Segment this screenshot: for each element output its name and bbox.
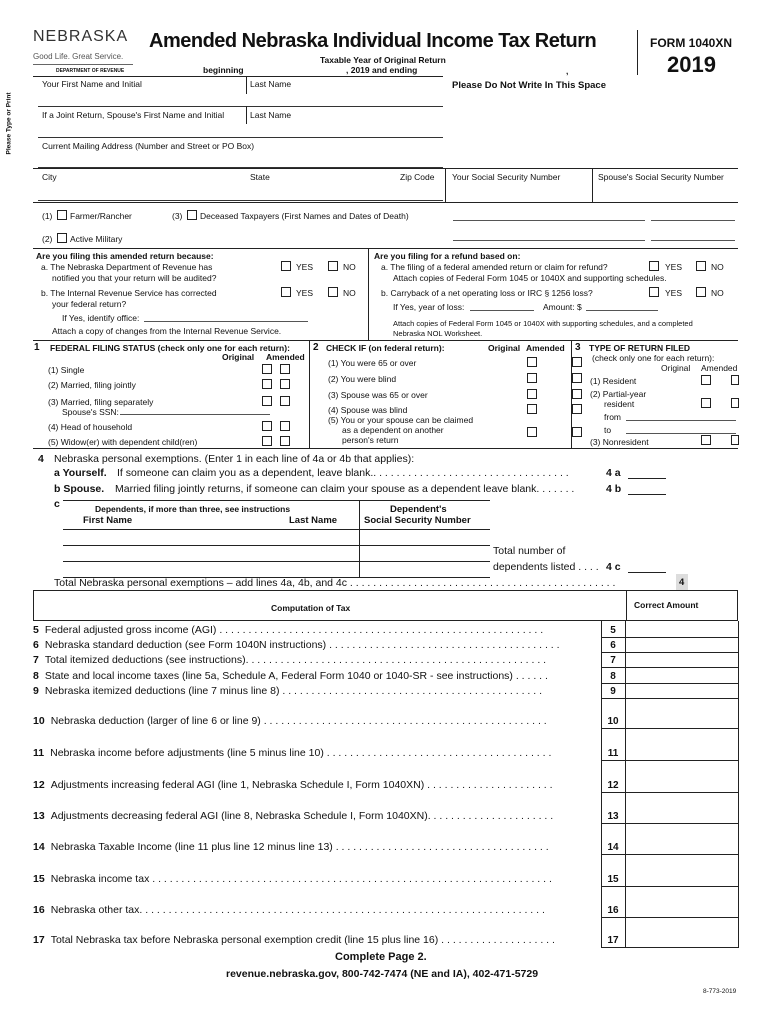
deceased-date-line-1[interactable]: [651, 220, 735, 221]
audit-b-no-label: NO: [343, 288, 356, 298]
line-box-label: 5: [610, 625, 616, 636]
form-code: 8-773-2019: [703, 988, 737, 995]
no-write-label: Please Do Not Write In This Space: [452, 80, 606, 91]
type-or-print-label: Please Type or Print: [5, 92, 13, 155]
exempt-c-label: c: [54, 498, 60, 510]
line-number: 7: [33, 654, 39, 666]
status-single-amended[interactable]: [280, 364, 290, 374]
status-widow: (5) Widow(er) with dependent child(ren): [48, 437, 198, 447]
exempt-b-num: 4 b: [606, 483, 622, 495]
rtype-sub: (check only one for each return):: [592, 353, 715, 363]
fed-65-amended[interactable]: [572, 357, 582, 367]
correct-amount-header: Correct Amount: [634, 600, 699, 610]
status-hoh: (4) Head of household: [48, 422, 133, 432]
audit-b-yes-checkbox[interactable]: [281, 287, 291, 297]
rtype-to-field[interactable]: [626, 433, 736, 434]
exempt-total-line: Total Nebraska personal exemptions – add lines 4a, 4b, and 4c . . . . . . . . . . . . . . . . . . . . . . . . . . . . . . . . . . . . . . . . . . . . . .: [54, 577, 616, 589]
deceased-name-line-2[interactable]: [453, 240, 645, 241]
rtype-num: 3: [575, 342, 581, 353]
rtype-title: TYPE OF RETURN FILED: [589, 343, 691, 353]
rtype-resident-amended[interactable]: [731, 375, 739, 385]
rtype-partial-2: resident: [604, 399, 635, 409]
refund-attach-2: Nebraska NOL Worksheet.: [393, 329, 483, 338]
address-label: Current Mailing Address (Number and Street or PO Box): [42, 141, 255, 151]
computation-line-6: [33, 639, 599, 651]
exempt-b-field[interactable]: [628, 494, 666, 495]
exempt-a-num: 4 a: [606, 467, 621, 479]
fed-dependent-2: as a dependent on another: [342, 425, 444, 435]
military-label: Active Military: [70, 234, 123, 244]
dependents-ssn-2: Social Security Number: [364, 515, 471, 526]
exempt-b-text: Married filing jointly returns, if someone can claim your spouse as a dependent leave blank. . . . . . .: [115, 483, 575, 495]
first-name-field[interactable]: [38, 93, 443, 107]
line-text: Nebraska income tax . . . . . . . . . . . . . . . . . . . . . . . . . . . . . . . . . . . . . . . . . . . . . . . . . . . . . . . . . . . . . . . . . . . . .: [50, 873, 552, 885]
status-widow-amended[interactable]: [280, 436, 290, 446]
fed-dependent-3: person's return: [342, 435, 399, 445]
taxable-year-label: Taxable Year of Original Return: [320, 55, 446, 65]
logo-tagline: Good Life. Great Service.: [33, 52, 124, 61]
refund-a-no-checkbox[interactable]: [696, 261, 706, 271]
deceased-date-line-2[interactable]: [651, 240, 735, 241]
line-number: 14: [33, 841, 45, 853]
ending-comma: ,: [566, 66, 569, 76]
amount-field-13[interactable]: [626, 807, 738, 823]
line-box-label: 17: [607, 935, 619, 946]
contact-info: revenue.nebraska.gov, 800-742-7474 (NE and IA), 402-471-5729: [226, 968, 539, 980]
zip-label: Zip Code: [400, 172, 435, 182]
military-num: (2): [42, 234, 53, 244]
rtype-original-head: Original: [661, 363, 691, 373]
first-name-label: Your First Name and Initial: [42, 79, 142, 89]
farmer-num: (1): [42, 211, 53, 221]
computation-line-7: [33, 654, 599, 666]
line-number: 6: [33, 639, 39, 651]
line-text: Nebraska income before adjustments (line 5 minus line 10) . . . . . . . . . . . . . . . . . . . . . . . . . . . . . . . . . . . . . . .: [50, 747, 552, 759]
computation-line-13: [33, 810, 599, 822]
line-number: 8: [33, 670, 39, 682]
fed-spouse-65-amended[interactable]: [572, 389, 582, 399]
fed-spouse-blind-amended[interactable]: [572, 404, 582, 414]
line-box-label: 11: [607, 748, 619, 759]
rtype-partial-original[interactable]: [701, 398, 711, 408]
fed-65: (1) You were 65 or over: [328, 358, 417, 368]
exempt-a-text: If someone can claim you as a dependent, leave blank.. . . . . . . . . . . . . . . . . . . . . . . . . . . . . . . . . .: [117, 467, 569, 479]
line-box-label: 12: [607, 780, 619, 791]
rtype-partial-amended[interactable]: [731, 398, 739, 408]
audit-a-text-1: a. The Nebraska Department of Revenue has: [41, 262, 213, 272]
fed-original-head: Original: [488, 343, 521, 353]
status-num: 1: [34, 342, 40, 353]
computation-line-17: [33, 934, 599, 946]
state-label: State: [250, 172, 270, 182]
audit-attach-note: Attach a copy of changes from the Internal Revenue Service.: [52, 326, 282, 336]
total-dependents-2: dependents listed . . . .: [493, 561, 599, 573]
exempt-a-label: a Yourself.: [54, 467, 107, 479]
line-box-label: 9: [610, 686, 616, 697]
deceased-label: Deceased Taxpayers (First Names and Dates of Death): [200, 211, 409, 221]
status-title: FEDERAL FILING STATUS (check only one for each return):: [50, 343, 290, 353]
exempt-a-field[interactable]: [628, 478, 666, 479]
amount-field-8[interactable]: [626, 667, 738, 683]
audit-b-no-checkbox[interactable]: [328, 287, 338, 297]
status-single: (1) Single: [48, 365, 85, 375]
fed-blind-original[interactable]: [527, 373, 537, 383]
line-number: 9: [33, 685, 39, 697]
computation-line-8: [33, 670, 599, 682]
computation-line-9: [33, 685, 599, 697]
amount-field-15[interactable]: [626, 870, 738, 886]
amount-field-10[interactable]: [626, 712, 738, 728]
audit-b-yes-label: YES: [296, 288, 314, 298]
status-single-original[interactable]: [262, 364, 272, 374]
status-original-head: Original: [222, 352, 255, 362]
rtype-resident-original[interactable]: [701, 375, 711, 385]
amount-field-16[interactable]: [626, 901, 738, 917]
status-hoh-original[interactable]: [262, 421, 272, 431]
line-box-label: 6: [610, 640, 616, 651]
status-spouse-ssn-field[interactable]: [120, 414, 270, 415]
fed-blind: (2) You were blind: [328, 374, 397, 384]
fed-dependent-amended[interactable]: [572, 427, 582, 437]
line-box-label: 7: [610, 655, 616, 666]
form-year: 2019: [667, 52, 716, 77]
status-hoh-amended[interactable]: [280, 421, 290, 431]
refund-b-yes-label: YES: [665, 288, 683, 298]
refund-year-field[interactable]: [470, 310, 534, 311]
fed-dependent-1: (5) You or your spouse can be claimed: [328, 415, 474, 425]
last-name-label: Last Name: [250, 79, 292, 89]
farmer-checkbox[interactable]: [57, 210, 67, 220]
refund-a-yes-label: YES: [665, 262, 683, 272]
status-spouse-ssn-label: Spouse's SSN:: [62, 407, 119, 417]
line-box-label: 16: [607, 905, 619, 916]
refund-a-sub: Attach copies of Federal Form 1045 or 1040X and supporting schedules.: [393, 273, 667, 283]
line-number: 12: [33, 779, 45, 791]
line-number: 16: [33, 904, 45, 916]
rtype-partial-1: (2) Partial-year: [590, 389, 647, 399]
refund-attach-1: Attach copies of Federal Form 1045 or 1040X with supporting schedules, and a completed: [393, 319, 693, 328]
exempt-c-num: 4 c: [606, 561, 621, 573]
refund-year-label: If Yes, year of loss:: [393, 302, 465, 312]
rtype-nonresident-original[interactable]: [701, 435, 711, 445]
audit-a-yes-label: YES: [296, 262, 314, 272]
rtype-amended-head: Amended: [701, 363, 738, 373]
spouse-name-field[interactable]: [38, 124, 443, 138]
spouse-ssn-label: Spouse's Social Security Number: [598, 172, 724, 182]
fed-blind-amended[interactable]: [572, 373, 582, 383]
amount-field-5[interactable]: [626, 621, 738, 637]
audit-a-text-2: notified you that your return will be audited?: [52, 273, 217, 283]
rtype-from: from: [604, 412, 621, 422]
status-joint-amended[interactable]: [280, 379, 290, 389]
refund-question: Are you filing for a refund based on:: [374, 251, 521, 261]
line-text: Adjustments decreasing federal AGI (line 8, Nebraska Schedule I, Form 1040XN). . . . . . . . . . . . . . . . . . . . . .: [50, 810, 554, 822]
refund-a-text: a. The filing of a federal amended return or claim for refund?: [381, 262, 608, 272]
fed-dependent-original[interactable]: [527, 427, 537, 437]
amount-field-9[interactable]: [626, 682, 738, 698]
deceased-num: (3): [172, 211, 183, 221]
refund-a-no-label: NO: [711, 262, 724, 272]
line-text: State and local income taxes (line 5a, Schedule A, Federal Form 1040 or 1040-SR - see instructions) . . . . . .: [44, 670, 548, 682]
line-number: 10: [33, 715, 45, 727]
exempt-intro: Nebraska personal exemptions. (Enter 1 in each line of 4a or 4b that applies):: [54, 453, 415, 465]
dependents-last-name: Last Name: [289, 515, 338, 526]
deceased-name-line-1[interactable]: [453, 220, 645, 221]
line-text: Adjustments increasing federal AGI (line 1, Nebraska Schedule I, Form 1040XN) . . . . . . . . . . . . . . . . . . . . . .: [50, 779, 553, 791]
refund-b-text: b. Carryback of a net operating loss or IRC § 1256 loss?: [381, 288, 593, 298]
audit-question: Are you filing this amended return because:: [36, 251, 214, 261]
status-joint-original[interactable]: [262, 379, 272, 389]
computation-line-16: [33, 904, 599, 916]
computation-line-14: [33, 841, 599, 853]
audit-a-no-checkbox[interactable]: [328, 261, 338, 271]
form-number: FORM 1040XN: [650, 36, 733, 50]
computation-line-12: [33, 779, 599, 791]
line-box-label: 13: [607, 811, 619, 822]
line-box-label: 10: [607, 716, 619, 727]
audit-office-field[interactable]: [144, 321, 308, 322]
status-joint: (2) Married, filing jointly: [48, 380, 136, 390]
fed-spouse-65-original[interactable]: [527, 389, 537, 399]
line-text: Nebraska Taxable Income (line 11 plus line 12 minus line 13) . . . . . . . . . . . . . . . . . . . . . . . . . . . . . . . . . . . . .: [50, 841, 549, 853]
city-state-zip-field[interactable]: [38, 187, 443, 201]
line-text: Total Nebraska tax before Nebraska personal exemption credit (line 15 plus line 16) . . . . . . . . . . . . . . . . . . . .: [50, 934, 555, 946]
line-number: 17: [33, 934, 45, 946]
fed-amended-head: Amended: [526, 343, 565, 353]
amount-field-7[interactable]: [626, 651, 738, 667]
address-field[interactable]: [38, 154, 443, 168]
computation-line-11: [33, 747, 599, 759]
ending-label: , 2019 and ending: [346, 65, 418, 75]
refund-amount-field[interactable]: [586, 310, 658, 311]
beginning-label: beginning: [203, 65, 244, 75]
line-number: 5: [33, 624, 39, 636]
rtype-nonresident: (3) Nonresident: [590, 437, 649, 447]
fed-num: 2: [313, 342, 319, 353]
exempt-c-field[interactable]: [628, 572, 666, 573]
logo-name: NEBRASKA: [33, 28, 129, 45]
status-separate-amended[interactable]: [280, 396, 290, 406]
dependents-first-name: First Name: [83, 515, 133, 526]
audit-b-text-1: b. The Internal Revenue Service has corrected: [41, 288, 217, 298]
line-box-label: 14: [607, 842, 619, 853]
computation-line-10: [33, 715, 599, 727]
fed-title: CHECK IF (on federal return):: [326, 343, 445, 353]
line-text: Total itemized deductions (see instructions). . . . . . . . . . . . . . . . . . . . . . . . . . . . . . . . . . . . . . . . . . . . . . . . . . . .: [44, 654, 547, 666]
dependents-header: Dependents, if more than three, see instructions: [95, 504, 291, 514]
rtype-to: to: [604, 425, 612, 435]
amount-field-12[interactable]: [626, 776, 738, 792]
amount-field-11[interactable]: [626, 744, 738, 760]
line-number: 11: [33, 747, 45, 759]
spouse-first-name-label: If a Joint Return, Spouse's First Name and Initial: [42, 110, 225, 120]
audit-b-text-2: your federal return?: [52, 299, 127, 309]
refund-b-no-label: NO: [711, 288, 724, 298]
refund-a-yes-checkbox[interactable]: [649, 261, 659, 271]
refund-b-yes-checkbox[interactable]: [649, 287, 659, 297]
city-label: City: [42, 172, 57, 182]
amount-field-17[interactable]: [626, 931, 738, 947]
ssn-label: Your Social Security Number: [452, 172, 561, 182]
fed-spouse-blind-original[interactable]: [527, 404, 537, 414]
line-box-label: 8: [610, 671, 616, 682]
exempt-b-label: b Spouse.: [54, 483, 105, 495]
audit-a-yes-checkbox[interactable]: [281, 261, 291, 271]
fed-65-original[interactable]: [527, 357, 537, 367]
status-separate-original[interactable]: [262, 396, 272, 406]
audit-office-label: If Yes, identify office:: [62, 313, 140, 323]
line-text: Nebraska itemized deductions (line 7 minus line 8) . . . . . . . . . . . . . . . . . . . . . . . . . . . . . . . . . . . . . . . . . . . . .: [44, 685, 543, 697]
refund-b-no-checkbox[interactable]: [696, 287, 706, 297]
rtype-nonresident-amended[interactable]: [731, 435, 739, 445]
spouse-last-name-label: Last Name: [250, 110, 292, 120]
form-title: Amended Nebraska Individual Income Tax Return: [149, 30, 597, 52]
line-text: Nebraska standard deduction (see Form 1040N instructions) . . . . . . . . . . . . . . . . . . . . . . . . . . . . . . . . . . . . . . . .: [44, 639, 560, 651]
line-text: Nebraska other tax. . . . . . . . . . . . . . . . . . . . . . . . . . . . . . . . . . . . . . . . . . . . . . . . . . . . . . . . . . . . . . . . . . . . . .: [50, 904, 545, 916]
exempt-total-box-num: 4: [679, 577, 685, 588]
logo-department: DEPARTMENT OF REVENUE: [56, 68, 125, 74]
status-widow-original[interactable]: [262, 436, 272, 446]
deceased-checkbox[interactable]: [187, 210, 197, 220]
computation-line-5: [33, 624, 599, 636]
rtype-resident: (1) Resident: [590, 376, 637, 386]
complete-page-2: Complete Page 2.: [335, 951, 427, 963]
computation-header-box: [33, 590, 738, 621]
line-number: 13: [33, 810, 45, 822]
amount-field-6[interactable]: [626, 636, 738, 652]
military-checkbox[interactable]: [57, 233, 67, 243]
computation-header: Computation of Tax: [271, 603, 351, 613]
line-text: Nebraska deduction (larger of line 6 or line 9) . . . . . . . . . . . . . . . . . . . . . . . . . . . . . . . . . . . . . . . . . . . . . . . . .: [50, 715, 547, 727]
dependents-ssn-1: Dependent's: [390, 504, 447, 515]
fed-spouse-blind: (4) Spouse was blind: [328, 405, 408, 415]
rtype-from-field[interactable]: [626, 420, 736, 421]
line-box-label: 15: [607, 874, 619, 885]
amount-field-14[interactable]: [626, 838, 738, 854]
status-amended-head: Amended: [266, 352, 305, 362]
refund-amount-label: Amount: $: [543, 302, 582, 312]
fed-spouse-65: (3) Spouse was 65 or over: [328, 390, 428, 400]
audit-a-no-label: NO: [343, 262, 356, 272]
farmer-label: Farmer/Rancher: [70, 211, 132, 221]
line-text: Federal adjusted gross income (AGI) . . . . . . . . . . . . . . . . . . . . . . . . . . . . . . . . . . . . . . . . . . . . . . . . . . . . . . . .: [44, 624, 544, 636]
computation-line-15: [33, 873, 599, 885]
line-number: 15: [33, 873, 45, 885]
status-separate: (3) Married, filing separately: [48, 397, 154, 407]
total-dependents-1: Total number of: [493, 545, 566, 557]
exempt-line-num: 4: [38, 453, 44, 465]
